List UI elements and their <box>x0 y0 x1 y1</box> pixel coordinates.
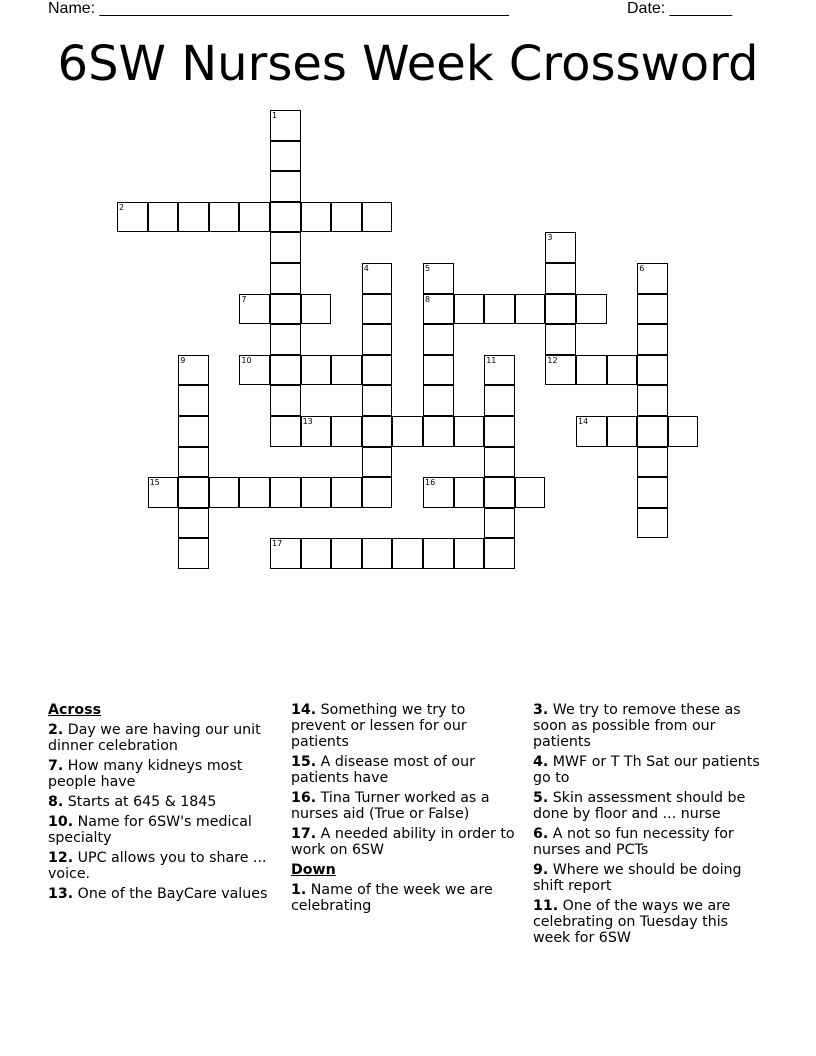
crossword-cell[interactable] <box>423 263 454 294</box>
crossword-cell[interactable] <box>362 477 393 508</box>
crossword-cell[interactable] <box>270 294 301 325</box>
crossword-cell[interactable] <box>209 477 240 508</box>
crossword-cell[interactable] <box>178 538 209 569</box>
crossword-cell[interactable] <box>270 477 301 508</box>
crossword-cell[interactable] <box>178 447 209 478</box>
clue-across-7: 7. How many kidneys most people have <box>48 758 243 790</box>
crossword-cell[interactable] <box>545 232 576 263</box>
cell-number: 8 <box>425 294 431 304</box>
crossword-cell[interactable] <box>301 294 332 325</box>
crossword-cell[interactable] <box>637 447 668 478</box>
clue-across-14: 14. Something we try to prevent or lessen for our patients <box>291 702 467 750</box>
crossword-cell[interactable] <box>362 202 393 233</box>
clue-down-1: 1. Name of the week we are celebrating <box>291 882 493 914</box>
crossword-cell[interactable] <box>301 202 332 233</box>
cell-number: 11 <box>486 355 497 365</box>
crossword-cell[interactable] <box>270 538 301 569</box>
crossword-cell[interactable] <box>301 538 332 569</box>
clue-across-17: 17. A needed ability in order to work on 6SW <box>291 826 515 858</box>
crossword-cell[interactable] <box>148 477 179 508</box>
crossword-cell[interactable] <box>454 416 485 447</box>
crossword-cell[interactable] <box>270 324 301 355</box>
crossword-cell[interactable] <box>392 416 423 447</box>
cell-number: 10 <box>241 355 252 365</box>
crossword-cell[interactable] <box>484 508 515 539</box>
crossword-cell[interactable] <box>178 508 209 539</box>
crossword-cell[interactable] <box>270 110 301 141</box>
cell-number: 1 <box>272 111 278 120</box>
clue-down-3: 3. We try to remove these as soon as possible from our patients <box>533 702 741 750</box>
crossword-cell[interactable] <box>545 263 576 294</box>
crossword-cell[interactable] <box>270 355 301 386</box>
clue-across-15: 15. A disease most of our patients have <box>291 754 475 786</box>
crossword-cell[interactable] <box>637 355 668 386</box>
crossword-cell[interactable] <box>362 447 393 478</box>
crossword-cell[interactable] <box>637 477 668 508</box>
clue-down-5: 5. Skin assessment should be done by floor and ... nurse <box>533 790 746 822</box>
clue-across-8: 8. Starts at 645 & 1845 <box>48 794 217 810</box>
crossword-cell[interactable] <box>637 385 668 416</box>
crossword-cell[interactable] <box>637 416 668 447</box>
cell-number: 15 <box>149 478 160 488</box>
crossword-cell[interactable] <box>362 416 393 447</box>
crossword-cell[interactable] <box>362 538 393 569</box>
crossword-cell[interactable] <box>607 355 638 386</box>
crossword-cell[interactable] <box>423 538 454 569</box>
clues-column-2 <box>291 702 519 918</box>
crossword-cell[interactable] <box>423 416 454 447</box>
crossword-cell[interactable] <box>301 416 332 447</box>
crossword-cell[interactable] <box>270 202 301 233</box>
crossword-cell[interactable] <box>484 355 515 386</box>
crossword-cell[interactable] <box>607 416 638 447</box>
crossword-cell[interactable] <box>178 202 209 233</box>
cell-number: 6 <box>639 264 645 273</box>
across-heading: Across <box>48 702 102 718</box>
crossword-cell[interactable] <box>270 141 301 172</box>
cell-number: 13 <box>302 417 313 426</box>
clue-down-11: 11. One of the ways we are celebrating on Tuesday this week for 6SW <box>533 898 731 946</box>
crossword-cell[interactable] <box>545 355 576 386</box>
cell-number: 17 <box>272 539 283 549</box>
name-label: Name: ______________________________________________ <box>48 0 509 17</box>
crossword-cell[interactable] <box>209 202 240 233</box>
clue-across-2: 2. Day we are having our unit dinner celebration <box>48 722 261 754</box>
down-heading: Down <box>291 862 336 878</box>
crossword-cell[interactable] <box>178 416 209 447</box>
crossword-cell[interactable] <box>331 538 362 569</box>
crossword-cell[interactable] <box>484 416 515 447</box>
crossword-cell[interactable] <box>484 294 515 325</box>
crossword-cell[interactable] <box>576 416 607 447</box>
crossword-cell[interactable] <box>392 538 423 569</box>
clue-across-10: 10. Name for 6SW's medical specialty <box>48 814 252 846</box>
clue-down-4: 4. MWF or T Th Sat our patients go to <box>533 754 760 786</box>
crossword-cell[interactable] <box>484 447 515 478</box>
crossword-cell[interactable] <box>148 202 179 233</box>
crossword-cell[interactable] <box>515 477 546 508</box>
crossword-cell[interactable] <box>239 202 270 233</box>
date-label: Date: _______ <box>627 0 732 17</box>
cell-number: 7 <box>241 294 247 304</box>
crossword-cell[interactable] <box>576 355 607 386</box>
crossword-cell[interactable] <box>270 416 301 447</box>
crossword-cell[interactable] <box>454 538 485 569</box>
crossword-cell[interactable] <box>454 294 485 325</box>
crossword-cell[interactable] <box>576 294 607 325</box>
cell-number: 9 <box>180 355 186 365</box>
crossword-cell[interactable] <box>301 355 332 386</box>
clue-down-9: 9. Where we should be doing shift report <box>533 862 742 894</box>
clues-column-1 <box>48 702 276 906</box>
crossword-cell[interactable] <box>484 538 515 569</box>
crossword-cell[interactable] <box>178 385 209 416</box>
crossword-cell[interactable] <box>545 294 576 325</box>
clues-column-3 <box>533 702 761 950</box>
crossword-cell[interactable] <box>423 477 454 508</box>
crossword-cell[interactable] <box>270 263 301 294</box>
crossword-cell[interactable] <box>239 477 270 508</box>
crossword-cell[interactable] <box>637 294 668 325</box>
crossword-cell[interactable] <box>484 477 515 508</box>
crossword-cell[interactable] <box>270 232 301 263</box>
crossword-cell[interactable] <box>270 385 301 416</box>
clue-down-6: 6. A not so fun necessity for nurses and PCTs <box>533 826 734 858</box>
crossword-cell[interactable] <box>362 263 393 294</box>
cell-number: 2 <box>119 202 125 212</box>
crossword-cell[interactable] <box>423 294 454 325</box>
cell-number: 3 <box>547 233 553 243</box>
crossword-cell[interactable] <box>362 385 393 416</box>
crossword-cell[interactable] <box>637 508 668 539</box>
page-title: 6SW Nurses Week Crossword <box>57 36 759 92</box>
crossword-cell[interactable] <box>178 355 209 386</box>
crossword-cell[interactable] <box>270 171 301 202</box>
crossword-cell[interactable] <box>637 263 668 294</box>
crossword-cell[interactable] <box>484 385 515 416</box>
crossword-cell[interactable] <box>362 324 393 355</box>
crossword-cell[interactable] <box>331 477 362 508</box>
cell-number: 16 <box>425 478 436 488</box>
crossword-cell[interactable] <box>117 202 148 233</box>
crossword-cell[interactable] <box>637 324 668 355</box>
crossword-cell[interactable] <box>178 477 209 508</box>
crossword-cell[interactable] <box>362 294 393 325</box>
crossword-cell[interactable] <box>545 324 576 355</box>
crossword-cell[interactable] <box>423 355 454 386</box>
cell-number: 14 <box>578 417 589 426</box>
crossword-cell[interactable] <box>331 355 362 386</box>
clue-across-13: 13. One of the BayCare values <box>48 886 268 902</box>
crossword-cell[interactable] <box>331 202 362 233</box>
crossword-cell[interactable] <box>515 294 546 325</box>
crossword-cell[interactable] <box>301 477 332 508</box>
clue-across-16: 16. Tina Turner worked as a nurses aid (True or False) <box>291 790 490 822</box>
crossword-cell[interactable] <box>423 324 454 355</box>
crossword-cell[interactable] <box>331 416 362 447</box>
crossword-cell[interactable] <box>423 385 454 416</box>
cell-number: 5 <box>425 264 431 273</box>
crossword-cell[interactable] <box>239 355 270 386</box>
crossword-cell[interactable] <box>239 294 270 325</box>
crossword-cell[interactable] <box>668 416 699 447</box>
cell-number: 4 <box>363 264 369 273</box>
cell-number: 12 <box>547 355 558 365</box>
clue-across-12: 12. UPC allows you to share ... voice. <box>48 850 267 882</box>
crossword-cell[interactable] <box>454 477 485 508</box>
crossword-cell[interactable] <box>362 355 393 386</box>
